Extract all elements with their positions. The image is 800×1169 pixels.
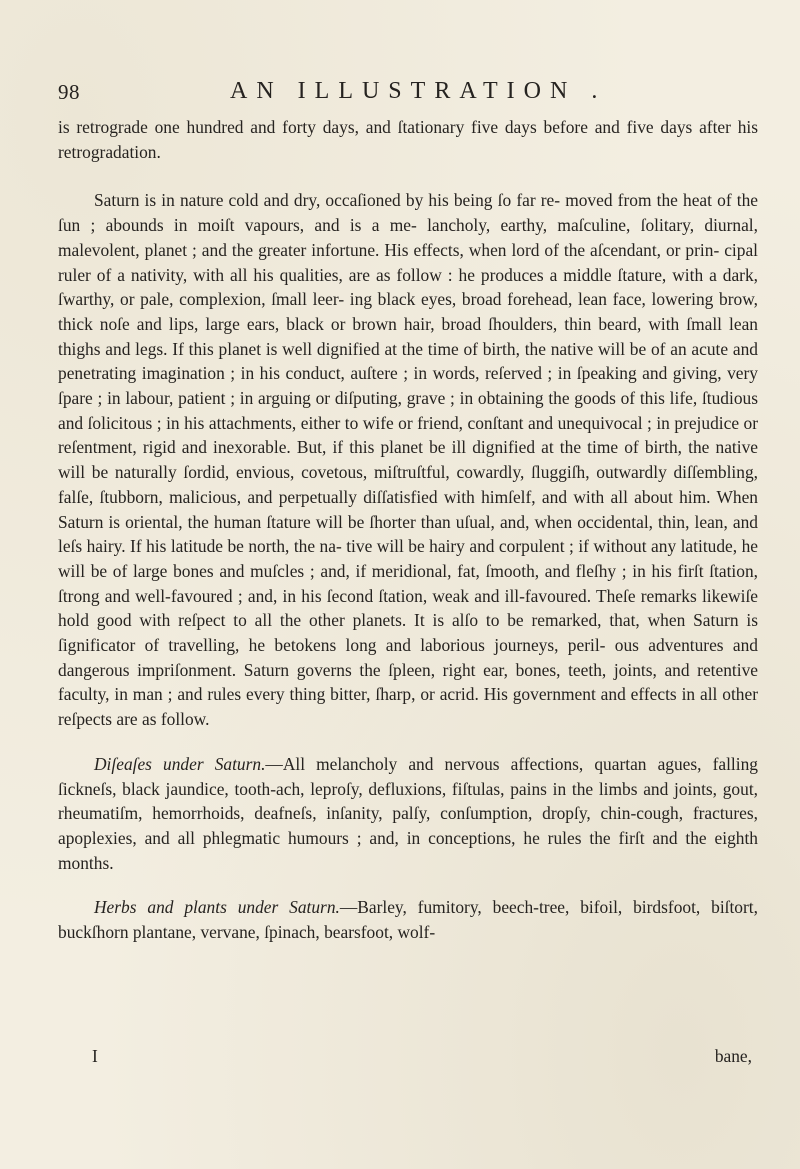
running-title: AN ILLUSTRATION . (230, 78, 607, 104)
diseases-text: —All melancholy and nervous affections, quartan agues, falling ſickneſs, black jaundice, tooth-ach, leproſy, defluxions, fiſtulas, pains in the limbs and joints, gout, rheumatiſm, hemorrhoids, deafneſs, inſanity, palſy, conſumption, dropſy, chin-cough, fractures, apoplexies, and all phlegmatic humours ; and, in conceptions, he rules the firſt and the eighth months. (58, 753, 758, 873)
page-body (58, 115, 758, 945)
paragraph-continuation: is retrograde one hundred and forty days, and ſtationary five days before and five days after his retrogradation. (58, 117, 758, 162)
signature-mark: I (92, 1046, 98, 1066)
page-header (58, 80, 758, 110)
catchword: bane, (714, 1046, 752, 1066)
herbs-heading: Herbs and plants under Saturn. (94, 897, 340, 918)
paragraph-saturn-nature: Saturn is in nature cold and dry, occaſioned by his being ſo far re- moved from the heat of the ſun ; abounds in moiſt vapours, and is a me- lancholy, earthy, maſculine, ſolitary, diurnal, malevolent, planet ; and the greater infortune. His effects, when lord of the aſcendant, or prin- cipal ruler of a nativity, with all his qualities, are as follow : he produces a middle ſtature, with a dark, ſwarthy, or pale, complexion, ſmall leer- ing black eyes, broad forehead, lean face, lowering brow, thick noſe and lips, large ears, black or brown hair, broad ſhoulders, thin beard, with ſmall lean thighs and legs. If this planet is well dignified at the time of birth, the native will be of an acute and penetrating imagination ; in his conduct, auſtere ; in words, reſerved ; in ſpeaking and giving, very ſpare ; in labour, patient ; in arguing or diſputing, grave ; in obtaining the goods of this life, ſtudious and ſolicitous ; in his attachments, either to wife or friend, conſtant and unequivocal ; in prejudice or reſentment, rigid and inexorable. But, if this planet be ill dignified at the time of birth, the native will be naturally ſordid, envious, covetous, miſtruſtful, cowardly, ſluggiſh, outwardly diſſembling, falſe, ſtubborn, malicious, and perpetually diſſatisfied with himſelf, and with all about him. When Saturn is oriental, the human ſtature will be ſhorter than uſual, and, when occidental, thin, lean, and leſs hairy. If his latitude be north, the na- tive will be hairy and corpulent ; if without any latitude, he will be of large bones and muſcles ; and, if meridional, fat, ſmooth, and fleſhy ; in his firſt ſtation, ſtrong and well-favoured ; and, in his ſecond ſtation, weak and ill-favoured. Theſe remarks likewiſe hold good with reſpect to all the other planets. It is alſo to be remarked, that, when Saturn is ſignificator of travelling, he betokens long and laborious journeys, peril- ous adventures and dangerous impriſonment. Saturn governs the ſpleen, right ear, bones, teeth, joints, and retentive faculty, in man ; and rules every thing bitter, ſharp, or acrid. His government and effects in all other reſpects are as follow. (58, 190, 758, 730)
diseases-heading: Diſeaſes under Saturn. (94, 753, 266, 774)
paragraph-herbs (58, 895, 758, 944)
herbs-text: —Barley, fumitory, beech-tree, bifoil, birdsfoot, biſtort, buckſhorn plantane, vervane, ſpinach, bearsfoot, wolf- (58, 897, 758, 943)
page-number: 98 (58, 80, 80, 104)
page-footer (92, 1046, 752, 1070)
paragraph-diseases (58, 752, 758, 876)
